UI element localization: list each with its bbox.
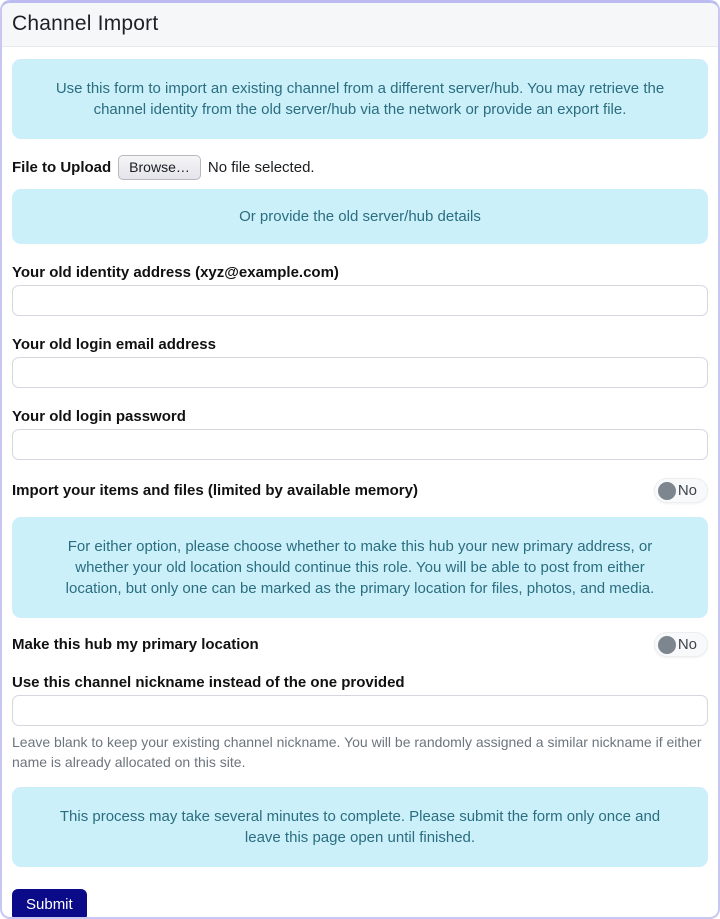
file-upload-row — [12, 155, 708, 180]
page-header — [2, 3, 718, 47]
toggle-knob-icon — [658, 482, 676, 500]
nickname-input[interactable] — [12, 695, 708, 726]
process-info-box — [12, 787, 708, 867]
login-email-input[interactable] — [12, 357, 708, 388]
toggle-knob-icon — [658, 636, 676, 654]
nickname-label: Use this channel nickname instead of the one provided — [12, 674, 405, 691]
make-primary-row — [12, 632, 708, 657]
process-info-text: This process may take several minutes to complete. Please submit the form only once and leave this page open until finished. — [59, 808, 661, 846]
intro-info-box — [12, 59, 708, 139]
form-content — [2, 59, 718, 919]
import-items-row — [12, 478, 708, 503]
divider-info-text: Or provide the old server/hub details — [239, 208, 481, 225]
nickname-help-text: Leave blank to keep your existing channel nickname. You will be randomly assigned a similar nickname if either name is already allocated on this site. — [12, 734, 702, 770]
login-password-label: Your old login password — [12, 408, 186, 425]
login-email-label: Your old login email address — [12, 336, 216, 353]
import-items-toggle[interactable] — [654, 478, 708, 503]
identity-address-input[interactable] — [12, 285, 708, 316]
import-items-toggle-state: No — [677, 482, 697, 499]
primary-info-text: For either option, please choose whether to make this hub your new primary address, or whether your old location should continue this role. You will be able to post from either location, but only one can be marked as the primary location for files, photos, and media. — [65, 538, 655, 597]
browse-button[interactable]: Browse… — [118, 155, 201, 180]
file-upload-status: No file selected. — [207, 159, 315, 176]
primary-info-box — [12, 517, 708, 618]
identity-address-label: Your old identity address (xyz@example.com) — [12, 264, 339, 281]
make-primary-label: Make this hub my primary location — [12, 636, 259, 653]
import-items-label: Import your items and files (limited by available memory) — [12, 482, 418, 499]
divider-info-box — [12, 189, 708, 244]
page-title: Channel Import — [12, 12, 159, 35]
make-primary-toggle-state: No — [677, 636, 697, 653]
file-upload-label: File to Upload — [12, 159, 112, 176]
intro-info-text: Use this form to import an existing channel from a different server/hub. You may retrieve the channel identity from the old server/hub via the network or provide an export file. — [55, 80, 665, 118]
login-password-input[interactable] — [12, 429, 708, 460]
submit-button[interactable]: Submit — [12, 889, 87, 919]
make-primary-toggle[interactable] — [654, 632, 708, 657]
